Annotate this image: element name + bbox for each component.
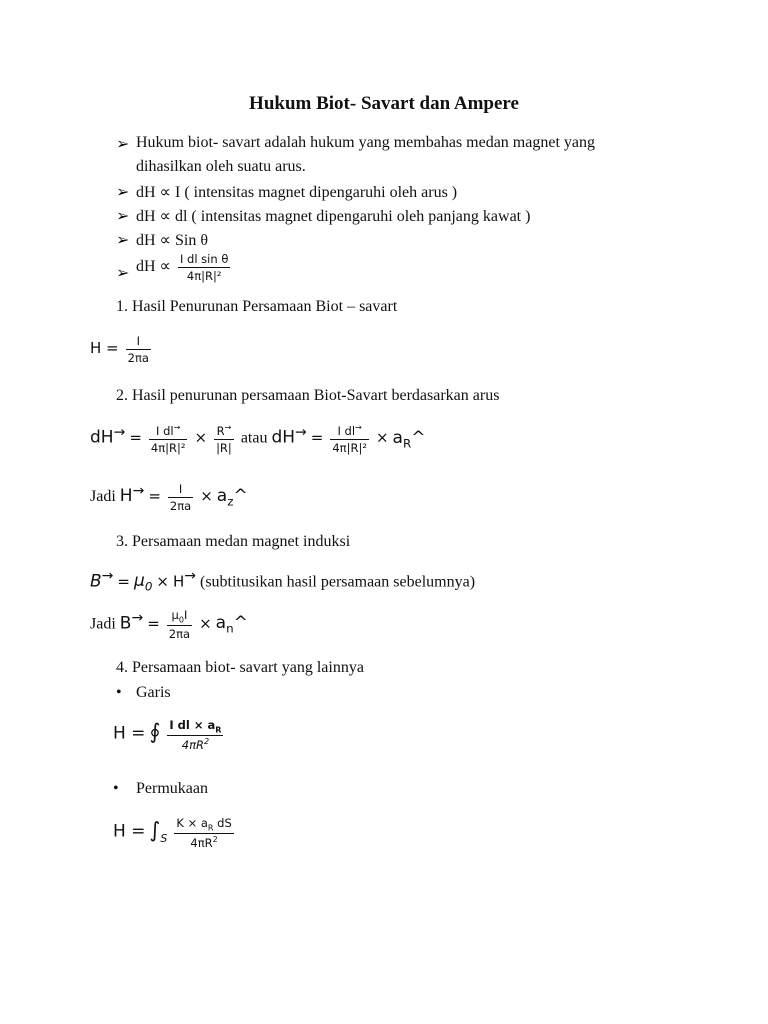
bullet-dot-icon: • xyxy=(116,684,122,701)
fraction-denominator: $4\pi R^2$ xyxy=(181,737,210,753)
section-heading: 2. Hasil penurunan persamaan Biot-Savart berdasarkan arus xyxy=(116,387,500,404)
times-sign: × xyxy=(200,487,213,506)
formula-h-line-current xyxy=(90,334,154,365)
fraction-denominator: $4\pi R^2$ xyxy=(190,835,218,851)
fraction-denominator: |R| xyxy=(216,440,232,455)
vector-arrow-icon: → xyxy=(113,424,126,441)
section-heading: 1. Hasil Penurunan Persamaan Biot – savart xyxy=(116,298,398,315)
equals-sign: = xyxy=(148,487,161,506)
fraction-numerator: I dl × $a_R$ xyxy=(169,718,222,735)
bullet-text: dH ∝ I ( intensitas magnet dipengaruhi oleh arus ) xyxy=(136,184,458,201)
fraction-numerator: $K \times a_R$ dS xyxy=(176,816,232,833)
times-sign: × xyxy=(194,428,208,447)
list-item-garis: Garis xyxy=(136,684,171,701)
fraction-denominator: 2πa xyxy=(127,351,149,365)
bullet-arrow-icon: ➢ xyxy=(116,208,130,225)
fraction xyxy=(330,423,369,455)
equals-sign: = xyxy=(117,572,130,591)
times-sign: × xyxy=(375,428,389,447)
jadi-label: Jadi xyxy=(90,488,116,506)
fraction-numerator: I dl→ xyxy=(149,423,188,440)
equals-sign: = xyxy=(147,614,160,633)
h-symbol: H xyxy=(172,572,185,591)
note-text: (subtitusikan hasil persamaan sebelumnya) xyxy=(199,573,476,591)
bullet-text: dihasilkan oleh suatu arus. xyxy=(136,158,306,175)
bullet-dot-icon: • xyxy=(113,780,119,797)
vector-arrow-icon: → xyxy=(184,568,196,584)
section-heading: 4. Persamaan biot- savart yang lainnya xyxy=(116,659,364,676)
fraction xyxy=(149,423,188,455)
formula-h-vector xyxy=(90,482,248,513)
jadi-label: Jadi xyxy=(90,615,116,633)
fraction xyxy=(178,252,230,283)
formula-lhs: H xyxy=(119,486,133,507)
fraction xyxy=(126,334,151,365)
fraction-numerator: R→ xyxy=(214,423,234,440)
formula-lhs: B xyxy=(90,571,102,592)
vector-arrow-icon: → xyxy=(295,424,307,441)
list-item-permukaan: Permukaan xyxy=(136,780,208,797)
surface-integral-icon: $\int_S$ xyxy=(149,817,168,845)
contour-integral-icon: ∮ xyxy=(149,719,161,744)
vector-arrow-icon: → xyxy=(131,610,144,626)
formula-h-surface-integral xyxy=(113,816,237,850)
section-heading: 3. Persamaan medan magnet induksi xyxy=(116,533,351,550)
bullet-arrow-icon: ➢ xyxy=(116,184,130,201)
bullet-text: dH ∝ dl ( intensitas magnet dipengaruhi oleh panjang kawat ) xyxy=(136,208,531,225)
bullet-arrow-icon: ➢ xyxy=(116,265,130,282)
fraction xyxy=(167,718,223,752)
unit-vector: $a_n\^{}$ xyxy=(215,613,248,636)
equals-sign: = xyxy=(129,428,142,447)
fraction-denominator: 4π|R|² xyxy=(150,440,186,455)
fraction-denominator: 4π|R|² xyxy=(332,440,367,455)
fraction xyxy=(168,482,193,513)
fraction-numerator: I xyxy=(168,482,193,498)
unit-vector: $a_R\^{}$ xyxy=(392,427,426,450)
unit-vector: $a_z\^{}$ xyxy=(216,486,248,509)
mu-symbol: $\mu_0$ xyxy=(133,571,153,594)
formula-dh-vector xyxy=(90,423,425,455)
bullet-text: Hukum biot- savart adalah hukum yang membahas medan magnet yang xyxy=(136,134,595,151)
formula-lhs: H = xyxy=(113,821,146,842)
vector-arrow-icon: → xyxy=(132,482,145,499)
connector-text: atau xyxy=(240,429,268,447)
bullet-arrow-icon: ➢ xyxy=(116,136,130,153)
fraction-denominator: 4π|R|² xyxy=(186,269,222,283)
vector-arrow-icon: → xyxy=(101,568,114,584)
bullet-arrow-icon: ➢ xyxy=(116,232,130,249)
formula-lhs: dH xyxy=(271,427,296,448)
formula-prefix: dH ∝ xyxy=(136,258,171,276)
fraction-numerator: I xyxy=(126,334,151,350)
fraction xyxy=(214,423,234,455)
formula-lhs: H = xyxy=(90,339,119,358)
fraction-numerator: I dl sin θ xyxy=(179,252,229,266)
fraction-numerator: $\mu_0I$ xyxy=(167,608,192,626)
fraction-denominator: 2πa xyxy=(168,627,191,642)
bullet-text: dH ∝ Sin θ xyxy=(136,232,208,249)
formula-h-line-integral xyxy=(113,718,226,752)
fraction-denominator: 2πa xyxy=(169,499,192,513)
formula-lhs: B xyxy=(119,613,132,634)
formula-b-mu-h xyxy=(90,568,475,594)
fraction-numerator: I dl→ xyxy=(330,423,369,440)
times-sign: × xyxy=(199,614,212,633)
equals-sign: = xyxy=(310,428,324,447)
page-title: Hukum Biot- Savart dan Ampere xyxy=(249,93,519,114)
formula-b-vector xyxy=(90,608,248,641)
formula-lhs: dH xyxy=(90,427,114,448)
times-sign: × xyxy=(156,572,169,591)
fraction xyxy=(174,816,233,850)
fraction xyxy=(167,608,192,641)
formula-dh-proportional xyxy=(136,252,233,283)
formula-lhs: H = xyxy=(113,723,146,744)
